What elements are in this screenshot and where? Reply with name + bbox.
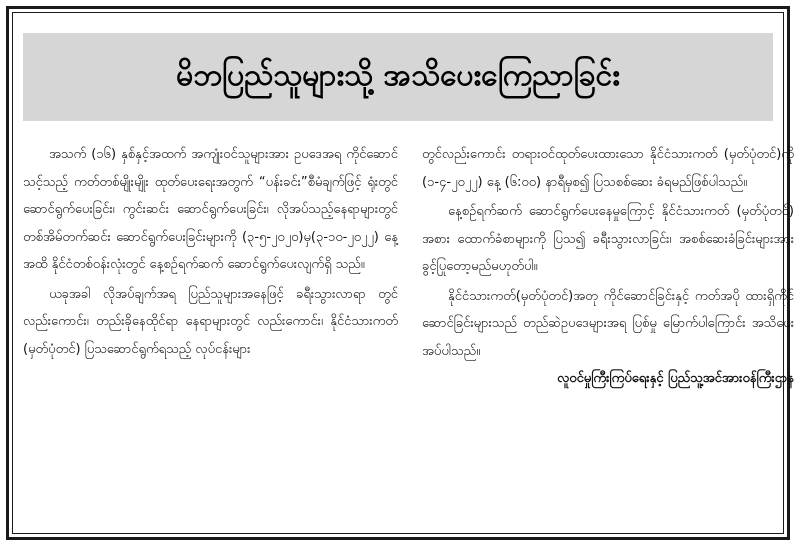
right-paragraph-2: နေ့စဉ်ရက်ဆက် ဆောင်ရွက်ပေးနေမှုကြောင့် နိုင်ငံသားကတ် (မှတ်ပုံတင်) အစား ထောက်ခံစာများကို ပြသ၍ ခရီးသွားလာခြင်း၊ အစစ်ဆေးခံခြင်းများအား ခွင့်ပြုတော့မည်မဟုတ်ပါ။ — [422, 204, 794, 274]
left-paragraph-1: အသက် (၁၆) နှစ်နှင့်အထက် အကျုံးဝင်သူများအား ဥပဒေအရ ကိုင်ဆောင်သင့်သည့် ကတ်တစ်မျိုးမျိုး ထုတ်ပေးရေးအတွက် “ပန်းခင်း”စီမံချက်ဖြင့် ရုံးတွင်ဆောင်ရွက်ပေးခြင်း၊ ကွင်းဆင်း ဆောင်ရွက်ပေးခြင်း၊ လိုအပ်သည့်နေရာများတွင် တစ်အိမ်တက်ဆင်း ဆောင်ရွက်ပေးခြင်းများကို (၃-၅-၂၀၂၀)မှ(၃-၁၀-၂၀၂၂) နေ့အထိ နိုင်ငံတစ်ဝန်းလုံးတွင် နေ့စဉ်ရက်ဆက် ဆောင်ရွက်ပေးလျက်ရှိ သည်။ — [23, 147, 398, 272]
issuing-ministry-signature: လူဝင်မှုကြီးကြပ်ရေးနှင့် ပြည်သူ့အင်အားဝန်ကြီးဌာန — [557, 371, 794, 386]
left-column — [23, 141, 398, 363]
notice-frame — [6, 6, 794, 540]
right-paragraph-1: တွင်လည်းကောင်း တရားဝင်ထုတ်ပေးထားသော နိုင်ငံသားကတ် (မှတ်ပုံတင်)ကို (၁-၄-၂၀၂၂) နေ့ (၆:၀၀) နာရီမှစ၍ ပြသစစ်ဆေး ခံရမည်ဖြစ်ပါသည်။ — [422, 147, 794, 190]
title-band — [23, 33, 773, 121]
left-paragraph-2: ယခုအခါ လိုအပ်ချက်အရ ပြည်သူများအနေဖြင့် ခရီးသွားလာရာ တွင် လည်းကောင်း၊ တည်းခိုနေထိုင်ရာ နေရာများတွင် လည်းကောင်း၊ နိုင်ငံသားကတ် (မှတ်ပုံတင်) ပြသဆောင်ရွက်ရသည့် လုပ်ငန်းများ — [23, 286, 398, 357]
notice-title: မိဘပြည်သူများသို့ အသိပေးကြေညာခြင်း — [176, 57, 620, 93]
notice-inner-border — [12, 12, 794, 534]
right-paragraph-3: နိုင်ငံသားကတ်(မှတ်ပုံတင်)အတု ကိုင်ဆောင်ခြင်းနှင့် ကတ်အပို ထားရှိကိုင်ဆောင်ခြင်းများသည် တည်ဆဲဥပဒေများအရ ပြစ်မှု မြောက်ပါကြောင်း အသိပေးအပ်ပါသည်။ — [422, 288, 794, 359]
right-column — [422, 141, 794, 393]
